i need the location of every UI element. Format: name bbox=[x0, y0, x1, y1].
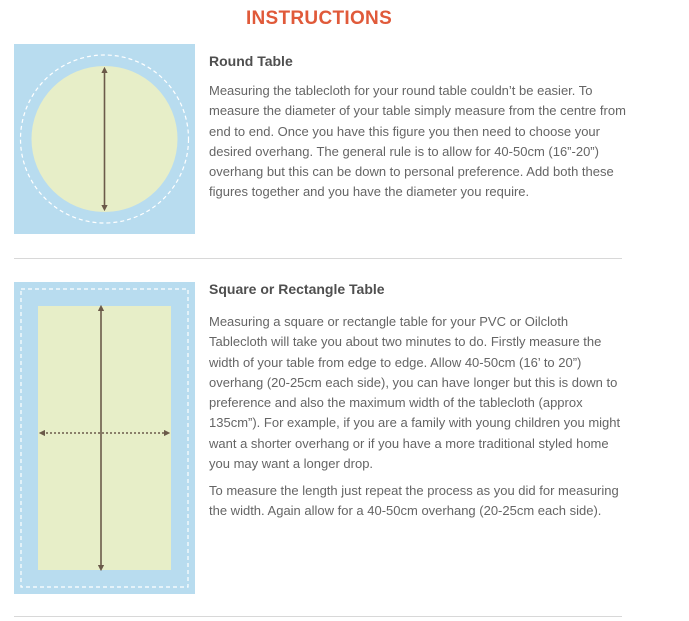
section-divider bbox=[14, 258, 622, 259]
round-table-diagram bbox=[14, 44, 195, 234]
rectangle-tabletop bbox=[38, 306, 171, 570]
rectangle-table-diagram bbox=[14, 282, 195, 594]
rectangle-table-heading: Square or Rectangle Table bbox=[209, 281, 385, 297]
bottom-divider bbox=[14, 616, 622, 617]
round-table-heading: Round Table bbox=[209, 53, 293, 69]
page-title: INSTRUCTIONS bbox=[245, 8, 393, 29]
rectangle-table-length-instructions: To measure the length just repeat the process as you did for measuring the width. Again allow for a 40-50cm overhang (20-25cm each side). bbox=[209, 483, 619, 519]
rectangle-table-instructions: Measuring a square or rectangle table for your PVC or Oilcloth Tablecloth will take you about two minutes to do. Firstly measure the width of your table from edge to edge. Allow 40-50cm (16’ to 20”) overhang (20-25cm each side), you can have longer but this is down to preference and also the maximum width of the tablecloth (approx 135cm”). For example, if you are a family with young children you might want a shorter overhang or if you have a more traditional styled home you may want a longer drop. bbox=[209, 314, 621, 472]
round-table-instructions: Measuring the tablecloth for your round table couldn’t be easier. To measure the diameter of your table simply measure from the centre from end to end. Once you have this figure you then need to choose your desired overhang. The general rule is to allow for 40-50cm (16”-20”) overhang but this can be down to personal preference. Add both these figures together and you have the diameter you require. bbox=[209, 83, 626, 200]
